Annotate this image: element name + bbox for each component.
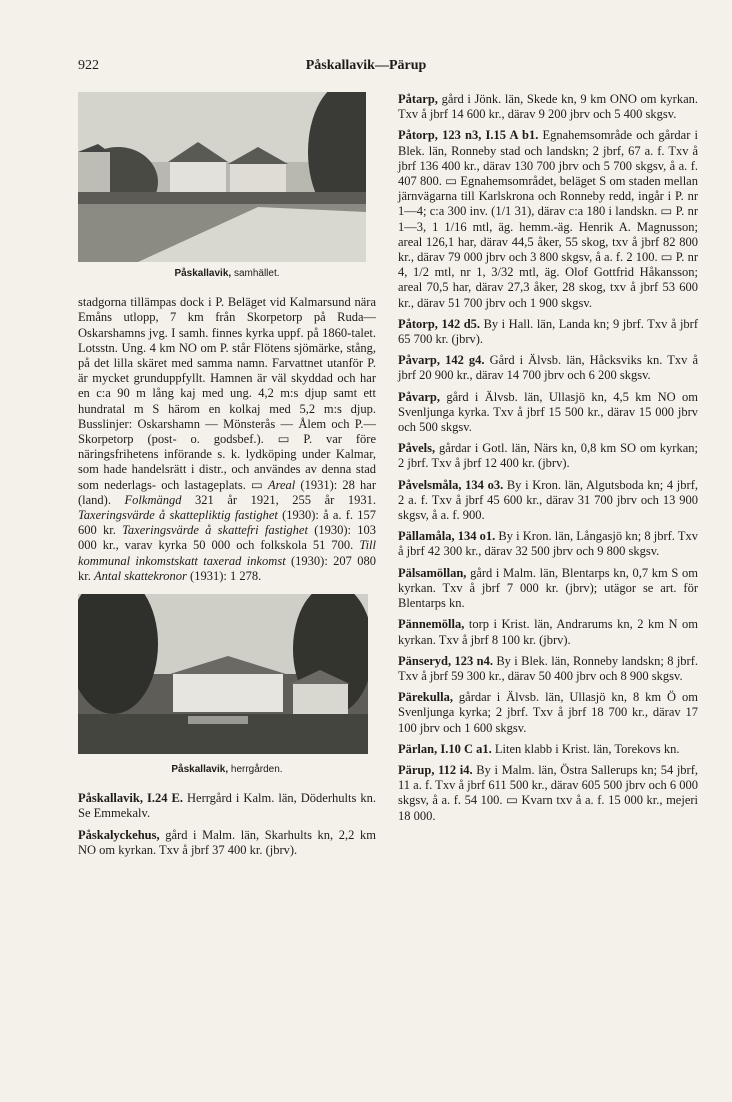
entry-pannemolla: Pännemölla, torp i Krist. län, Andrarums kn, 2 km N om kyrkan. Txv å jbrf 8 100 kr. (jbrv). [398,617,698,647]
photo-manor [78,594,368,754]
photo-manor-caption: Påskallavik, herrgården. [171,764,283,776]
entry-paskalyckehus: Påskalyckehus, gård i Malm. län, Skarhults kn, 2,2 km NO om kyrkan. Txv å jbrf 37 400 kr. (jbrv). [78,827,376,857]
entry-paskallavik-herrgard: Påskallavik, I.24 E. Herrgård i Kalm. län, Döderhults kn. Se Emmekalv. [78,791,376,821]
entry-patorp-142: Påtorp, 142 d5. By i Hall. län, Landa kn; 9 jbrf. Txv å jbrf 65 700 kr. (jbrv). [398,316,698,347]
entry-pallamala: Pällamåla, 134 o1. By i Kron. län, Långasjö kn; 8 jbrf. Txv å jbrf 42 300 kr., därav 32 500 jbrv och 9 800 skgsv. [398,529,698,559]
page-number: 922 [78,58,99,73]
entry-panseryd: Pänseryd, 123 n4. By i Blek. län, Ronneby landskn; 8 jbrf. Txv å jbrf 59 300 kr., därav 50 400 jbrv och 8 900 skgsv. [398,653,699,683]
entry-palsamollan: Pälsamöllan, gård i Malm. län, Blentarps kn, 0,7 km S om kyrkan. Txv å jbrf 7 000 kr. (jbrv); utägor se art. för Blentarps kn. [398,565,698,611]
left-column [78,92,376,864]
paragraph-paskallavik: stadgorna tillämpas dock i P. Beläget vid Kalmarsund nära Emåns utlopp, 7 km från Skorpetorp på Ruda—Oskarshamns jvg. I samh. finnes kyrka uppf. på 1860-talet. Lotsstn. Ung. 4 km NO om P. står Flötens sjömärke, stång, på det lilla skäret med samma namn. Farvattnet utanför P. är mycket grunduppfyllt. Hamnen är väl skyddad och har en c:a 90 m lång kaj med ung. 4,2 m:s djup samt ett hundratal m S härom en kolkaj med 5,2 m:s djup. Busslinjer: Oskarshamn — Mönsterås — Ålem och P.—Skorpetorp (post- o. godsbef.). ▭ P. var före näringsfrihetens införande s. k. lydköping under Kalmar, som hade handelsrätt i distr., och användes av denna stad som nederlags- och lastageplats. ▭ Areal (1931): 28 har (land). Folkmängd 321 år 1921, 255 år 1931. Taxeringsvärde å skattepliktig fastighet (1930): å a. f. 157 600 kr. Taxeringsvärde å skattefri fastighet (1930): 103 000 kr., varav kyrka 50 000 och folkskola 51 700. Till kommunal inkomstskatt taxerad inkomst (1930): 207 080 kr. Antal skattekronor (1931): 1 278. [78,295,377,583]
entry-pavarp-142: Påvarp, 142 g4. Gård i Älvsb. län, Håcksviks kn. Txv å jbrf 20 900 kr., därav 14 700 jbrv och 6 200 skgsv. [398,353,698,383]
entry-patorp-123: Påtorp, 123 n3, I.15 A b1. Egnahemsområde och gårdar i Blek. län, Ronneby stad och landskn; 2 jbrf, 67 a. f. Txv å jbrf 136 400 kr., därav 130 700 jbrv och 5 700 skgsv, å a. f. 407 800. ▭ Egnahemsområdet, beläget S om staden mellan järnvägarna till Karlskrona och Ronneby redd, ingår i P. nr 1—4; c:a 300 inv. (1/1 31), därav c:a 180 i landskn. ▭ P. nr 1—3, 1 1/16 mtl, äg. hemm.-äg. Henrik A. Magnusson; areal 126,1 har, därav 44,5 åker, 55 skog, txv å jbrf 82 800 kr., därav 79 000 jbrv och 3 800 skgsv, å a. f. 2 100. ▭ P. nr 4, 1/2 mtl, nr 1, 3/32 mtl, äg. Olof Gottfrid Håkansson; areal 70,5 har, därav 27,3 åker, 28 skog, txv å jbrf 53 600 kr., därav 51 700 jbrv och 1 900 skgsv. [398,128,699,310]
photo-village-caption: Påskallavik, samhället. [174,268,280,279]
photo-village [78,92,366,262]
entry-parlan: Pärlan, I.10 C a1. Liten klabb i Krist. län, Torekovs kn. [398,741,680,756]
entry-pavels: Påvels, gårdar i Gotl. län, Närs kn, 0,8 km SO om kyrkan; 2 jbrf. Txv å jbrf 12 400 kr. (jbrv). [398,441,698,471]
entry-parekulla: Pärekulla, gårdar i Älvsb. län, Ullasjö kn, 8 km Ö om Svenljunga kyrka; 2 jbrf. Txv å jbrf 18 700 kr., därav 17 100 jbrv och 1 600 skgsv. [398,690,698,735]
entry-pavelsmala: Påvelsmåla, 134 o3. By i Kron. län, Algutsboda kn; 4 jbrf, 2 a. f. Txv å jbrf 45 600 kr., därav 31 700 jbrv och 13 900 skgsv, å a. f. 900. [398,477,698,523]
running-head: Påskallavik—Pärup [305,58,427,73]
entry-pavarp: Påvarp, gård i Älvsb. län, Ullasjö kn, 4,5 km NO om Svenljunga kyrka. Txv å jbrf 15 500 kr., därav 15 000 jbrv och 500 skgsv. [398,389,698,435]
entry-parup: Pärup, 112 i4. By i Malm. län, Östra Sallerups kn; 54 jbrf, 11 a. f. Txv å jbrf 611 500 kr., därav 605 500 jbrv och 6 000 skgsv, å a. f. 54 100. ▭ Kvarn txv å a. f. 15 000 kr., mejeri 18 000. [398,762,698,823]
right-column [398,92,698,830]
entry-patarp: Påtarp, gård i Jönk. län, Skede kn, 9 km ONO om kyrkan. Txv å jbrf 14 600 kr., därav 9 200 jbrv och 5 400 skgsv. [398,92,698,122]
